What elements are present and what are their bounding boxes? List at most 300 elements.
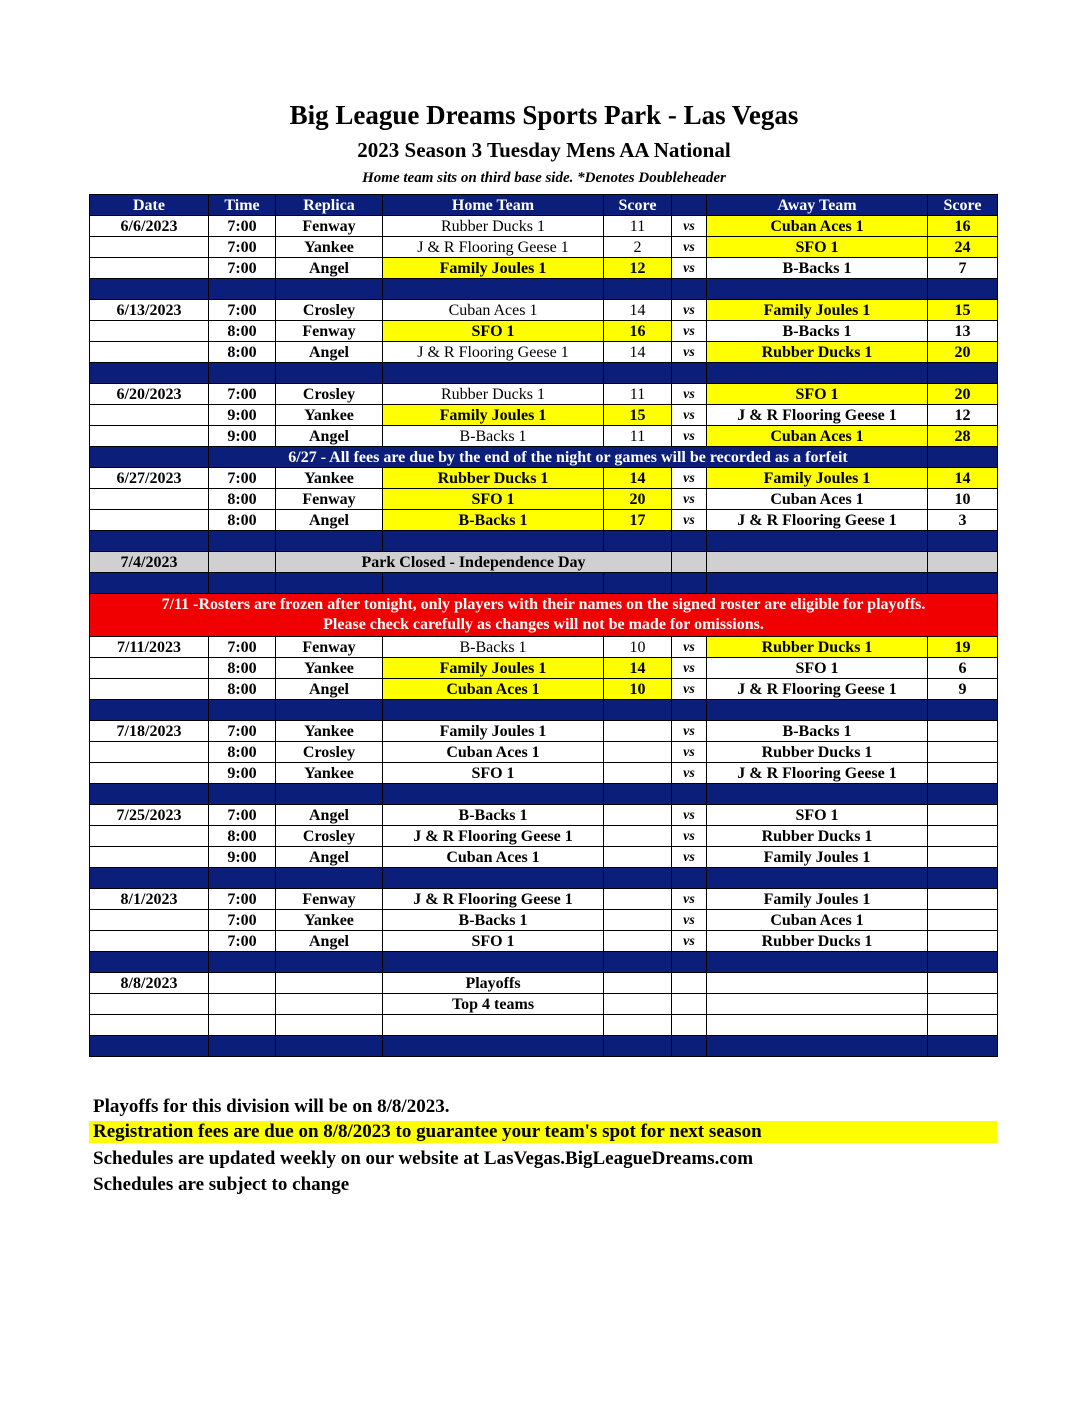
home-score: 14 (604, 300, 672, 321)
vs-label: vs (672, 658, 707, 679)
separator-cell (672, 531, 707, 552)
home-team: Cuban Aces 1 (383, 847, 604, 868)
vs-label: vs (672, 721, 707, 742)
col-home-score: Score (604, 195, 672, 216)
game-row (90, 426, 998, 447)
home-score: 11 (604, 216, 672, 237)
separator-cell (928, 573, 998, 594)
away-team: Family Joules 1 (707, 847, 928, 868)
home-team: J & R Flooring Geese 1 (383, 889, 604, 910)
separator-cell (276, 363, 383, 384)
game-time: 8:00 (209, 658, 276, 679)
home-score: 10 (604, 679, 672, 700)
away-score: 13 (928, 321, 998, 342)
away-score (928, 742, 998, 763)
empty-cell (707, 973, 928, 994)
game-time: 7:00 (209, 805, 276, 826)
vs-label: vs (672, 237, 707, 258)
home-score: 14 (604, 468, 672, 489)
home-team: Rubber Ducks 1 (383, 468, 604, 489)
closed-text: Park Closed - Independence Day (276, 552, 672, 573)
game-row (90, 763, 998, 784)
home-team: B-Backs 1 (383, 426, 604, 447)
playoff-date (90, 1015, 209, 1036)
separator-cell (707, 952, 928, 973)
game-time: 7:00 (209, 931, 276, 952)
footer-change-note: Schedules are subject to change (93, 1174, 350, 1195)
home-score (604, 826, 672, 847)
playoff-label: Top 4 teams (383, 994, 604, 1015)
separator-row (90, 279, 998, 300)
home-score: 14 (604, 342, 672, 363)
home-team: B-Backs 1 (383, 910, 604, 931)
home-team: Family Joules 1 (383, 658, 604, 679)
game-row (90, 342, 998, 363)
separator-cell (672, 952, 707, 973)
separator-row (90, 784, 998, 805)
separator-cell (707, 363, 928, 384)
away-team: Rubber Ducks 1 (707, 742, 928, 763)
separator-cell (383, 363, 604, 384)
away-team: Rubber Ducks 1 (707, 826, 928, 847)
separator-cell (276, 700, 383, 721)
separator-cell (672, 700, 707, 721)
separator-cell (604, 784, 672, 805)
separator-cell (672, 1036, 707, 1057)
away-team: Cuban Aces 1 (707, 489, 928, 510)
col-replica: Replica (276, 195, 383, 216)
game-row (90, 258, 998, 279)
away-score: 3 (928, 510, 998, 531)
separator-row (90, 573, 998, 594)
vs-label: vs (672, 489, 707, 510)
away-score: 14 (928, 468, 998, 489)
separator-cell (707, 573, 928, 594)
home-team: B-Backs 1 (383, 637, 604, 658)
vs-label: vs (672, 805, 707, 826)
playoff-date (90, 994, 209, 1015)
separator-cell (672, 868, 707, 889)
away-team: Family Joules 1 (707, 468, 928, 489)
game-time: 8:00 (209, 679, 276, 700)
separator-cell (672, 784, 707, 805)
game-time: 8:00 (209, 826, 276, 847)
empty-cell (209, 994, 276, 1015)
footer-registration-note: Registration fees are due on 8/8/2023 to guarantee your team's spot for next season (89, 1121, 997, 1143)
field-replica: Crosley (276, 742, 383, 763)
home-team: SFO 1 (383, 931, 604, 952)
game-date (90, 405, 209, 426)
separator-cell (672, 363, 707, 384)
home-team: Cuban Aces 1 (383, 742, 604, 763)
home-team: Family Joules 1 (383, 258, 604, 279)
game-time: 7:00 (209, 721, 276, 742)
separator-cell (672, 279, 707, 300)
game-time: 7:00 (209, 216, 276, 237)
playoff-row (90, 1015, 998, 1036)
separator-cell (90, 279, 209, 300)
game-date (90, 679, 209, 700)
field-replica: Angel (276, 258, 383, 279)
separator-cell (90, 700, 209, 721)
empty-cell (604, 994, 672, 1015)
vs-label: vs (672, 468, 707, 489)
field-replica: Yankee (276, 658, 383, 679)
home-team: SFO 1 (383, 763, 604, 784)
separator-cell (383, 784, 604, 805)
vs-label: vs (672, 742, 707, 763)
game-row (90, 910, 998, 931)
col-vs (672, 195, 707, 216)
away-score: 7 (928, 258, 998, 279)
away-score: 10 (928, 489, 998, 510)
away-score: 20 (928, 384, 998, 405)
empty-cell (672, 973, 707, 994)
col-away-team: Away Team (707, 195, 928, 216)
home-score (604, 910, 672, 931)
separator-cell (604, 573, 672, 594)
home-team: Rubber Ducks 1 (383, 216, 604, 237)
game-date (90, 826, 209, 847)
home-score: 15 (604, 405, 672, 426)
separator-cell (209, 868, 276, 889)
game-time: 7:00 (209, 637, 276, 658)
away-score: 12 (928, 405, 998, 426)
field-replica: Angel (276, 510, 383, 531)
empty-cell (604, 973, 672, 994)
empty-cell (928, 1015, 998, 1036)
vs-label: vs (672, 910, 707, 931)
home-score: 14 (604, 658, 672, 679)
empty-cell (209, 1015, 276, 1036)
field-replica: Fenway (276, 489, 383, 510)
game-time: 8:00 (209, 489, 276, 510)
game-date: 8/1/2023 (90, 889, 209, 910)
game-row (90, 826, 998, 847)
away-team: J & R Flooring Geese 1 (707, 679, 928, 700)
away-score: 9 (928, 679, 998, 700)
home-score (604, 742, 672, 763)
away-team: SFO 1 (707, 658, 928, 679)
home-team: B-Backs 1 (383, 510, 604, 531)
game-time: 7:00 (209, 910, 276, 931)
away-score (928, 805, 998, 826)
home-score: 17 (604, 510, 672, 531)
game-row (90, 300, 998, 321)
vs-label: vs (672, 216, 707, 237)
game-time: 7:00 (209, 889, 276, 910)
separator-cell (90, 868, 209, 889)
game-date (90, 342, 209, 363)
separator-cell (383, 1036, 604, 1057)
separator-cell (604, 700, 672, 721)
separator-cell (928, 279, 998, 300)
vs-label: vs (672, 826, 707, 847)
separator-cell (90, 784, 209, 805)
game-date: 6/20/2023 (90, 384, 209, 405)
field-replica: Angel (276, 805, 383, 826)
field-replica: Angel (276, 847, 383, 868)
away-team: SFO 1 (707, 384, 928, 405)
empty-cell (276, 973, 383, 994)
game-time: 9:00 (209, 763, 276, 784)
home-score: 10 (604, 637, 672, 658)
separator-cell (928, 531, 998, 552)
field-replica: Yankee (276, 405, 383, 426)
separator-cell (383, 700, 604, 721)
home-score: 11 (604, 426, 672, 447)
empty-cell (276, 994, 383, 1015)
game-row (90, 510, 998, 531)
empty-cell (209, 973, 276, 994)
away-team: SFO 1 (707, 237, 928, 258)
separator-cell (707, 1036, 928, 1057)
home-score: 12 (604, 258, 672, 279)
away-score: 28 (928, 426, 998, 447)
game-time: 9:00 (209, 426, 276, 447)
notice-row (90, 447, 998, 468)
game-date (90, 237, 209, 258)
vs-label: vs (672, 679, 707, 700)
field-replica: Fenway (276, 637, 383, 658)
vs-label: vs (672, 931, 707, 952)
home-team: J & R Flooring Geese 1 (383, 237, 604, 258)
game-row (90, 721, 998, 742)
field-replica: Angel (276, 931, 383, 952)
separator-cell (209, 1036, 276, 1057)
separator-cell (604, 363, 672, 384)
away-score: 6 (928, 658, 998, 679)
home-team: Cuban Aces 1 (383, 679, 604, 700)
field-replica: Crosley (276, 300, 383, 321)
field-replica: Angel (276, 342, 383, 363)
separator-cell (707, 700, 928, 721)
home-score (604, 763, 672, 784)
game-date (90, 258, 209, 279)
home-team: Cuban Aces 1 (383, 300, 604, 321)
page-title: Big League Dreams Sports Park - Las Vegas (289, 100, 799, 130)
vs-label: vs (672, 426, 707, 447)
home-score (604, 721, 672, 742)
away-score: 19 (928, 637, 998, 658)
field-replica: Yankee (276, 910, 383, 931)
separator-row (90, 700, 998, 721)
game-date (90, 931, 209, 952)
separator-cell (209, 531, 276, 552)
game-row (90, 321, 998, 342)
schedule-body (90, 216, 998, 1057)
vs-label: vs (672, 510, 707, 531)
away-score (928, 910, 998, 931)
empty-cell (928, 994, 998, 1015)
home-team: Rubber Ducks 1 (383, 384, 604, 405)
away-team: J & R Flooring Geese 1 (707, 763, 928, 784)
home-team: SFO 1 (383, 321, 604, 342)
game-date (90, 489, 209, 510)
separator-cell (672, 573, 707, 594)
home-score (604, 931, 672, 952)
home-score: 16 (604, 321, 672, 342)
away-team: Rubber Ducks 1 (707, 931, 928, 952)
home-team: J & R Flooring Geese 1 (383, 342, 604, 363)
separator-cell (209, 279, 276, 300)
away-team: Family Joules 1 (707, 300, 928, 321)
home-team: J & R Flooring Geese 1 (383, 826, 604, 847)
away-team: Cuban Aces 1 (707, 426, 928, 447)
away-team: B-Backs 1 (707, 721, 928, 742)
separator-cell (90, 531, 209, 552)
field-replica: Angel (276, 679, 383, 700)
separator-cell (707, 279, 928, 300)
col-away-score: Score (928, 195, 998, 216)
col-time: Time (209, 195, 276, 216)
game-time: 8:00 (209, 742, 276, 763)
away-score (928, 826, 998, 847)
vs-label: vs (672, 763, 707, 784)
separator-cell (90, 573, 209, 594)
away-team: Cuban Aces 1 (707, 910, 928, 931)
separator-cell (209, 700, 276, 721)
game-time: 8:00 (209, 510, 276, 531)
separator-cell (604, 531, 672, 552)
separator-cell (90, 952, 209, 973)
field-replica: Yankee (276, 237, 383, 258)
empty-cell (672, 994, 707, 1015)
field-replica: Fenway (276, 889, 383, 910)
separator-cell (707, 784, 928, 805)
separator-cell (209, 784, 276, 805)
game-date: 6/27/2023 (90, 468, 209, 489)
field-replica: Yankee (276, 763, 383, 784)
playoff-date: 8/8/2023 (90, 973, 209, 994)
away-team: J & R Flooring Geese 1 (707, 405, 928, 426)
separator-cell (276, 868, 383, 889)
away-score (928, 847, 998, 868)
game-row (90, 658, 998, 679)
field-replica: Fenway (276, 216, 383, 237)
home-score: 11 (604, 384, 672, 405)
game-date: 7/25/2023 (90, 805, 209, 826)
game-row (90, 679, 998, 700)
home-team: Family Joules 1 (383, 721, 604, 742)
home-score (604, 847, 672, 868)
separator-row (90, 868, 998, 889)
separator-cell (604, 868, 672, 889)
field-replica: Yankee (276, 468, 383, 489)
footer-playoffs-note: Playoffs for this division will be on 8/8/2023. (93, 1096, 450, 1117)
field-replica: Angel (276, 426, 383, 447)
game-time: 8:00 (209, 321, 276, 342)
col-home-team: Home Team (383, 195, 604, 216)
separator-cell (928, 363, 998, 384)
away-score (928, 763, 998, 784)
notice-text: 6/27 - All fees are due by the end of the night or games will be recorded as a forfeit (209, 447, 928, 468)
game-row (90, 805, 998, 826)
separator-cell (90, 1036, 209, 1057)
game-date (90, 321, 209, 342)
vs-label: vs (672, 847, 707, 868)
roster-alert-row (90, 594, 998, 637)
away-team: SFO 1 (707, 805, 928, 826)
away-team: Cuban Aces 1 (707, 216, 928, 237)
separator-cell (276, 952, 383, 973)
separator-cell (383, 531, 604, 552)
separator-cell (209, 952, 276, 973)
game-row (90, 405, 998, 426)
separator-cell (604, 1036, 672, 1057)
field-replica: Yankee (276, 721, 383, 742)
separator-cell (90, 363, 209, 384)
game-time: 7:00 (209, 237, 276, 258)
game-date (90, 910, 209, 931)
separator-cell (276, 279, 383, 300)
roster-alert (90, 594, 998, 637)
game-row (90, 889, 998, 910)
vs-label: vs (672, 637, 707, 658)
field-replica: Crosley (276, 384, 383, 405)
separator-row (90, 363, 998, 384)
vs-label: vs (672, 321, 707, 342)
playoff-label: Playoffs (383, 973, 604, 994)
closed-cell (928, 552, 998, 573)
game-date (90, 510, 209, 531)
roster-alert-line1: 7/11 -Rosters are frozen after tonight, only players with their names on the signed roster are eligible for playoffs. (161, 596, 926, 613)
game-time: 9:00 (209, 405, 276, 426)
separator-cell (276, 531, 383, 552)
park-closed-row (90, 552, 998, 573)
separator-cell (383, 952, 604, 973)
game-date (90, 426, 209, 447)
closed-date: 7/4/2023 (90, 552, 209, 573)
home-score (604, 889, 672, 910)
separator-cell (209, 573, 276, 594)
separator-cell (604, 952, 672, 973)
separator-row (90, 952, 998, 973)
vs-label: vs (672, 384, 707, 405)
schedule-table (89, 194, 998, 1057)
away-score: 24 (928, 237, 998, 258)
separator-cell (928, 700, 998, 721)
home-score: 2 (604, 237, 672, 258)
playoff-row (90, 973, 998, 994)
separator-cell (383, 279, 604, 300)
header-row (90, 195, 998, 216)
page-subtitle: 2023 Season 3 Tuesday Mens AA National (357, 138, 731, 162)
vs-label: vs (672, 405, 707, 426)
empty-cell (672, 1015, 707, 1036)
away-score: 15 (928, 300, 998, 321)
home-team: B-Backs 1 (383, 805, 604, 826)
game-row (90, 468, 998, 489)
away-score: 16 (928, 216, 998, 237)
notice-spacer (928, 447, 998, 468)
separator-row (90, 531, 998, 552)
game-row (90, 237, 998, 258)
game-date (90, 742, 209, 763)
notice-spacer (90, 447, 209, 468)
vs-label: vs (672, 889, 707, 910)
separator-cell (928, 1036, 998, 1057)
game-row (90, 847, 998, 868)
empty-cell (928, 973, 998, 994)
roster-alert-line2: Please check carefully as changes will not be made for omissions. (323, 616, 764, 633)
separator-cell (276, 1036, 383, 1057)
empty-cell (707, 994, 928, 1015)
separator-cell (707, 868, 928, 889)
closed-cell (209, 552, 276, 573)
separator-cell (383, 573, 604, 594)
separator-cell (928, 868, 998, 889)
